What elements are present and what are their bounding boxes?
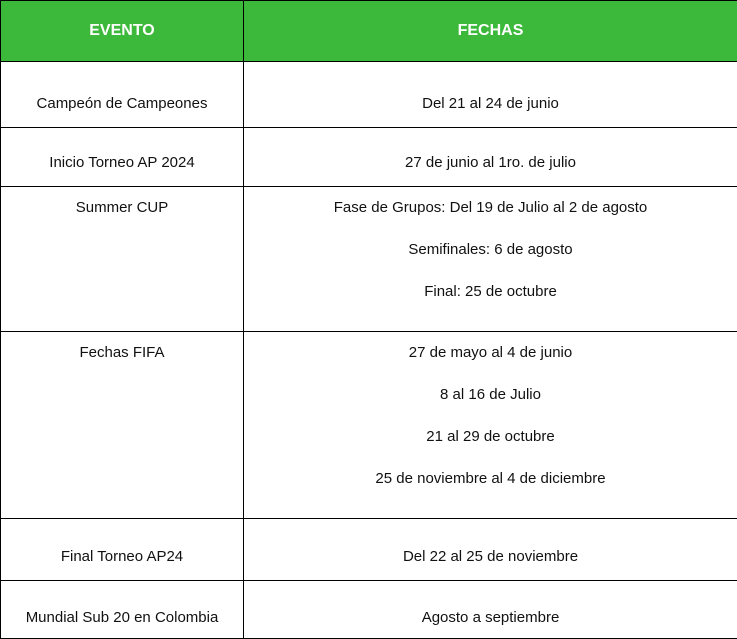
date-line: Fase de Grupos: Del 19 de Julio al 2 de agosto (244, 187, 737, 229)
table-row (1, 519, 737, 581)
table-row (1, 62, 737, 128)
header-dates: FECHAS (244, 1, 737, 62)
date-line: Del 22 al 25 de noviembre (244, 536, 737, 580)
dates-cell (244, 581, 737, 639)
event-name: Summer CUP (1, 187, 243, 229)
table-row (1, 581, 737, 639)
event-cell (1, 187, 244, 332)
date-line: 25 de noviembre al 4 de diciembre (244, 458, 737, 500)
date-line: 27 de mayo al 4 de junio (244, 332, 737, 374)
event-name: Final Torneo AP24 (1, 536, 243, 580)
event-cell (1, 519, 244, 581)
dates-cell (244, 332, 737, 519)
event-cell (1, 332, 244, 519)
date-line: Del 21 al 24 de junio (244, 83, 737, 127)
table-row (1, 187, 737, 332)
date-line: Agosto a septiembre (244, 598, 737, 638)
table-row (1, 332, 737, 519)
event-cell (1, 62, 244, 128)
header-row (1, 1, 737, 62)
date-line: Final: 25 de octubre (244, 271, 737, 313)
dates-cell (244, 519, 737, 581)
event-name: Fechas FIFA (1, 332, 243, 374)
dates-cell (244, 128, 737, 187)
date-line: 8 al 16 de Julio (244, 374, 737, 416)
event-name: Inicio Torneo AP 2024 (1, 142, 243, 186)
date-line: Semifinales: 6 de agosto (244, 229, 737, 271)
dates-cell (244, 62, 737, 128)
date-line: 21 al 29 de octubre (244, 416, 737, 458)
header-event: EVENTO (1, 1, 244, 62)
event-cell (1, 581, 244, 639)
event-name: Campeón de Campeones (1, 83, 243, 127)
table-row (1, 128, 737, 187)
event-cell (1, 128, 244, 187)
date-line: 27 de junio al 1ro. de julio (244, 142, 737, 186)
dates-cell (244, 187, 737, 332)
event-name: Mundial Sub 20 en Colombia (1, 598, 243, 638)
